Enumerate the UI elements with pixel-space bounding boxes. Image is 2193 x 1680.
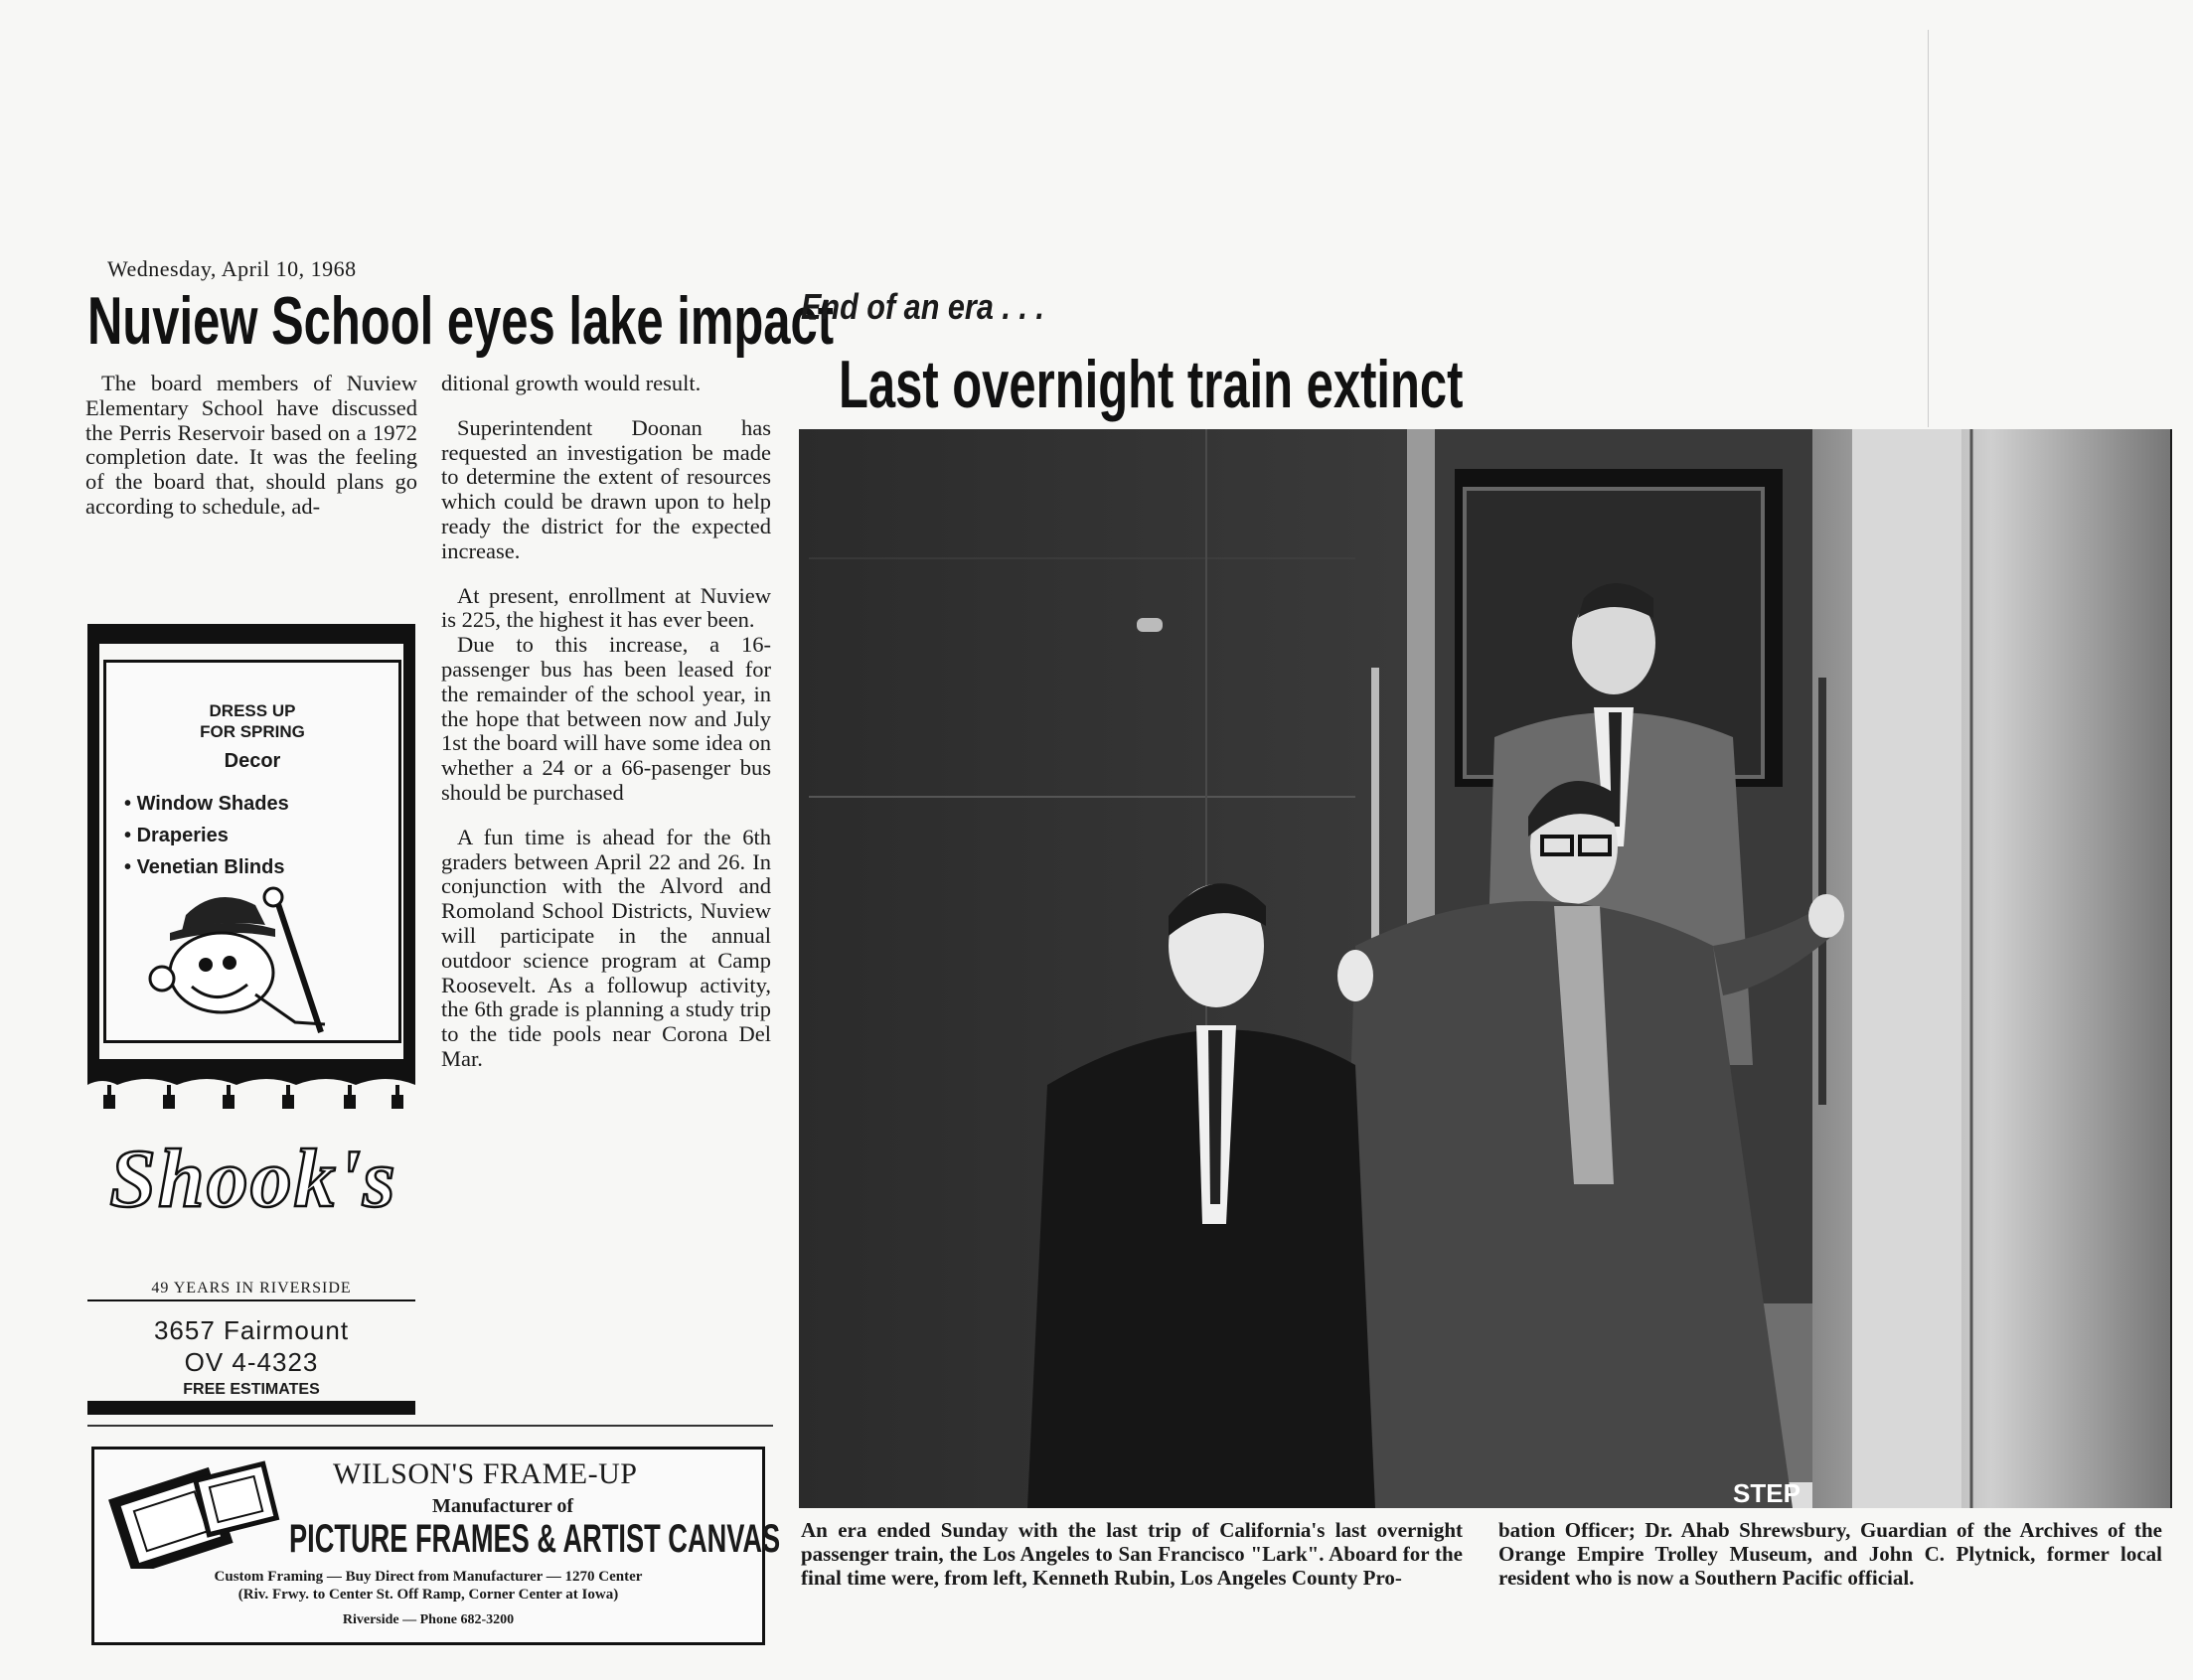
wilson-name: WILSON'S FRAME-UP (333, 1457, 638, 1490)
headline-train: Last overnight train extinct (839, 347, 1464, 422)
picture-frame-icon (108, 1459, 287, 1569)
photo-step-text: STEP (1733, 1478, 1801, 1508)
photo-caption-left: An era ended Sunday with the last trip of California's last overnight passenger train, the Los Angeles to San Francisco "Lark". Aboard for the final time were, from left, Kenneth Rubin, Los Angeles County Pro- (801, 1518, 1463, 1590)
train-photo (799, 429, 2172, 1508)
article-paragraph: Due to this increase, a 16-passenger bus has been leased for the remainder of the school year, in the hope that between now and July 1st the board will have some idea on whether a 24 or a 66-pasenger bus should be purchased (441, 632, 771, 805)
article-col-2 (441, 372, 771, 1092)
ad-shooks (87, 624, 415, 1419)
headline-nuview: Nuview School eyes lake impact (87, 283, 835, 359)
ad-item: • Draperies (124, 820, 289, 851)
wilson-subtitle: Manufacturer of (432, 1495, 574, 1517)
wilson-details-2: (Riv. Frwy. to Center St. Off Ramp, Corner Center at Iowa) (237, 1587, 619, 1603)
ad-left-border (87, 642, 99, 1063)
ad-wilsons (91, 1447, 781, 1645)
article-paragraph: A fun time is ahead for the 6th graders between April 22 and 26. In conjunction with the Alvord and Romoland School Districts, Nuview will participate in the annual outdoor science program at Camp Roosevelt. As a followup activity, the 6th grade is planning a study trip to the tide pools near Corona Del Mar. (441, 824, 771, 1071)
wilson-contact: Riverside — Phone 682-3200 (342, 1612, 515, 1627)
article-col-1: The board members of Nuview Elementary School have discussed the Perris Reservoir based on a 1972 completion date. It was the feeling of the board that, should plans go according to schedule, ad- (85, 371, 417, 519)
ad-dress-line2: FOR SPRING (200, 722, 305, 741)
section-rule (87, 1425, 773, 1427)
ad-address: 3657 Fairmount (153, 1315, 350, 1345)
ad-phone: OV 4-4323 (184, 1347, 319, 1377)
ad-curtain-fringe (87, 1059, 415, 1111)
ad-item: • Venetian Blinds (124, 851, 289, 883)
ad-decor: Decor (224, 750, 281, 772)
ad-right-border (403, 642, 415, 1063)
ad-years: 49 YEARS IN RIVERSIDE (87, 1280, 415, 1301)
ad-window (103, 660, 401, 1043)
cartoon-man-icon (126, 875, 385, 1034)
ad-items-list (124, 788, 289, 883)
dateline: Wednesday, April 10, 1968 (107, 256, 357, 281)
ad-estimates: FREE ESTIMATES (183, 1381, 320, 1398)
article-paragraph: ditional growth would result. (441, 371, 702, 395)
ad-top-bar (87, 624, 415, 644)
ad-item: • Window Shades (124, 788, 289, 820)
article-paragraph: Superintendent Doonan has requested an investigation be made to determine the extent of resources which could be drawn upon to help ready the district for the expected increase. (441, 414, 771, 563)
wilson-main-line: PICTURE FRAMES & ARTIST CANVAS (289, 1517, 781, 1561)
fold-line (1928, 30, 1929, 427)
ad-bottom-bar (87, 1401, 415, 1415)
ad-dress-line1: DRESS UP (209, 701, 296, 720)
photo-caption-right: bation Officer; Dr. Ahab Shrewsbury, Guardian of the Archives of the Orange Empire Trolley Museum, and John C. Plytnick, former local resident who is now a Southern Pacific official. (1498, 1518, 2162, 1590)
article-paragraph: At present, enrollment at Nuview is 225, the highest it has ever been. (441, 582, 771, 633)
ad-dress-up (106, 700, 398, 742)
ad-brand-logo: Shook's (109, 1133, 397, 1225)
kicker-end-of-era: End of an era . . . (801, 286, 1044, 327)
wilson-details-1: Custom Framing — Buy Direct from Manufacturer — 1270 Center (214, 1569, 643, 1585)
